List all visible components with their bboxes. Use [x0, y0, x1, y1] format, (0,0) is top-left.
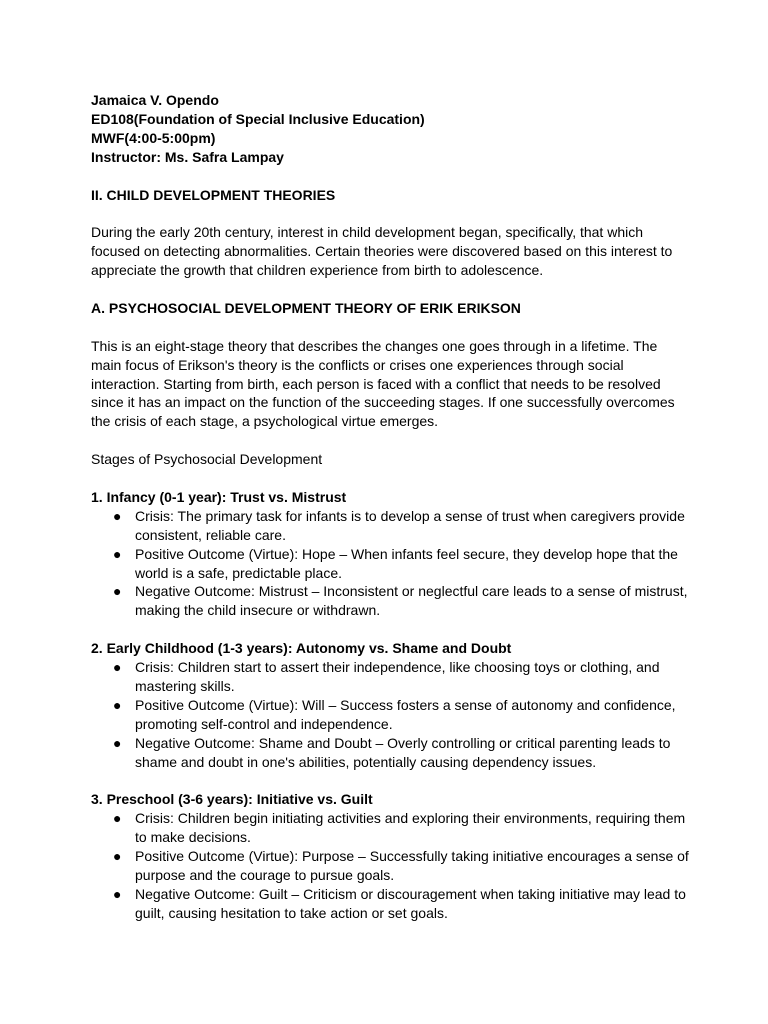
bullet-icon: ●	[113, 810, 122, 827]
list-item	[91, 507, 691, 545]
section-title: II. CHILD DEVELOPMENT THEORIES	[91, 186, 336, 203]
class-schedule: MWF(4:00-5:00pm)	[91, 129, 216, 146]
stage-block	[91, 488, 691, 620]
stage-title: 2. Early Childhood (1-3 years): Autonomy vs. Shame and Doubt	[91, 640, 512, 657]
stage-bullet-list	[91, 507, 691, 620]
stage-bullet-list	[91, 809, 691, 922]
list-item	[91, 582, 691, 620]
subsection-paragraph: This is an eight-stage theory that describes the changes one goes through in a lifetime. The main focus of Erikson's theory is the conflicts or crises one experiences through social interaction. Starting from birth, each person is faced with a conflict that needs to be resolved since it has an impact on the function of the succeeding stages. If one successfully overcomes the crisis of each stage, a psychological virtue emerges.	[91, 337, 675, 430]
bullet-icon: ●	[113, 734, 122, 751]
header-block	[91, 91, 691, 167]
list-item	[91, 885, 691, 923]
list-item	[91, 696, 691, 734]
list-item-text: Crisis: Children begin initiating activities and exploring their environments, requiring them to make decisions.	[135, 810, 686, 846]
stage-block	[91, 639, 691, 771]
list-item-text: Negative Outcome: Guilt – Criticism or discouragement when taking initiative may lead to guilt, causing hesitation to take action or set goals.	[135, 885, 686, 921]
list-item	[91, 847, 691, 885]
list-item-text: Negative Outcome: Shame and Doubt – Overly controlling or critical parenting leads to shame and doubt in one's abilities, potentially causing dependency issues.	[135, 734, 671, 770]
bullet-icon: ●	[113, 848, 122, 865]
document-page	[91, 91, 691, 923]
bullet-icon: ●	[113, 507, 122, 524]
bullet-icon: ●	[113, 696, 122, 713]
intro-paragraph: During the early 20th century, interest in child development began, specifically, that which focused on detecting abnormalities. Certain theories were discovered based on this interest to appreciate the growth that children experience from birth to adolescence.	[91, 224, 673, 279]
bullet-icon: ●	[113, 545, 122, 562]
course-title: ED108(Foundation of Special Inclusive Education)	[91, 110, 425, 127]
bullet-icon: ●	[113, 583, 122, 600]
author-name: Jamaica V. Opendo	[91, 92, 219, 108]
bullet-icon: ●	[113, 885, 122, 902]
list-item	[91, 545, 691, 583]
stage-block	[91, 790, 691, 922]
list-item-text: Negative Outcome: Mistrust – Inconsistent or neglectful care leads to a sense of mistrust, making the child insecure or withdrawn.	[135, 583, 688, 619]
list-item	[91, 658, 691, 696]
list-item-text: Crisis: Children start to assert their independence, like choosing toys or clothing, and mastering skills.	[135, 659, 660, 694]
instructor-name: Instructor: Ms. Safra Lampay	[91, 148, 284, 165]
stage-title: 1. Infancy (0-1 year): Trust vs. Mistrust	[91, 488, 347, 505]
list-item	[91, 809, 691, 847]
list-item-text: Positive Outcome (Virtue): Purpose – Successfully taking initiative encourages a sense of purpose and the courage to pursue goals.	[135, 848, 689, 884]
list-item	[91, 734, 691, 772]
list-item-text: Crisis: The primary task for infants is to develop a sense of trust when caregivers provide consistent, reliable care.	[135, 507, 685, 543]
stages-heading: Stages of Psychosocial Development	[91, 451, 323, 468]
subsection-title: A. PSYCHOSOCIAL DEVELOPMENT THEORY OF ERIK ERIKSON	[91, 299, 521, 316]
stage-bullet-list	[91, 658, 691, 771]
list-item-text: Positive Outcome (Virtue): Hope – When infants feel secure, they develop hope that the world is a safe, predictable place.	[135, 545, 678, 581]
bullet-icon: ●	[113, 659, 122, 676]
stage-title: 3. Preschool (3-6 years): Initiative vs. Guilt	[91, 791, 373, 808]
list-item-text: Positive Outcome (Virtue): Will – Success fosters a sense of autonomy and confidence, promoting self-control and independence.	[135, 696, 676, 732]
